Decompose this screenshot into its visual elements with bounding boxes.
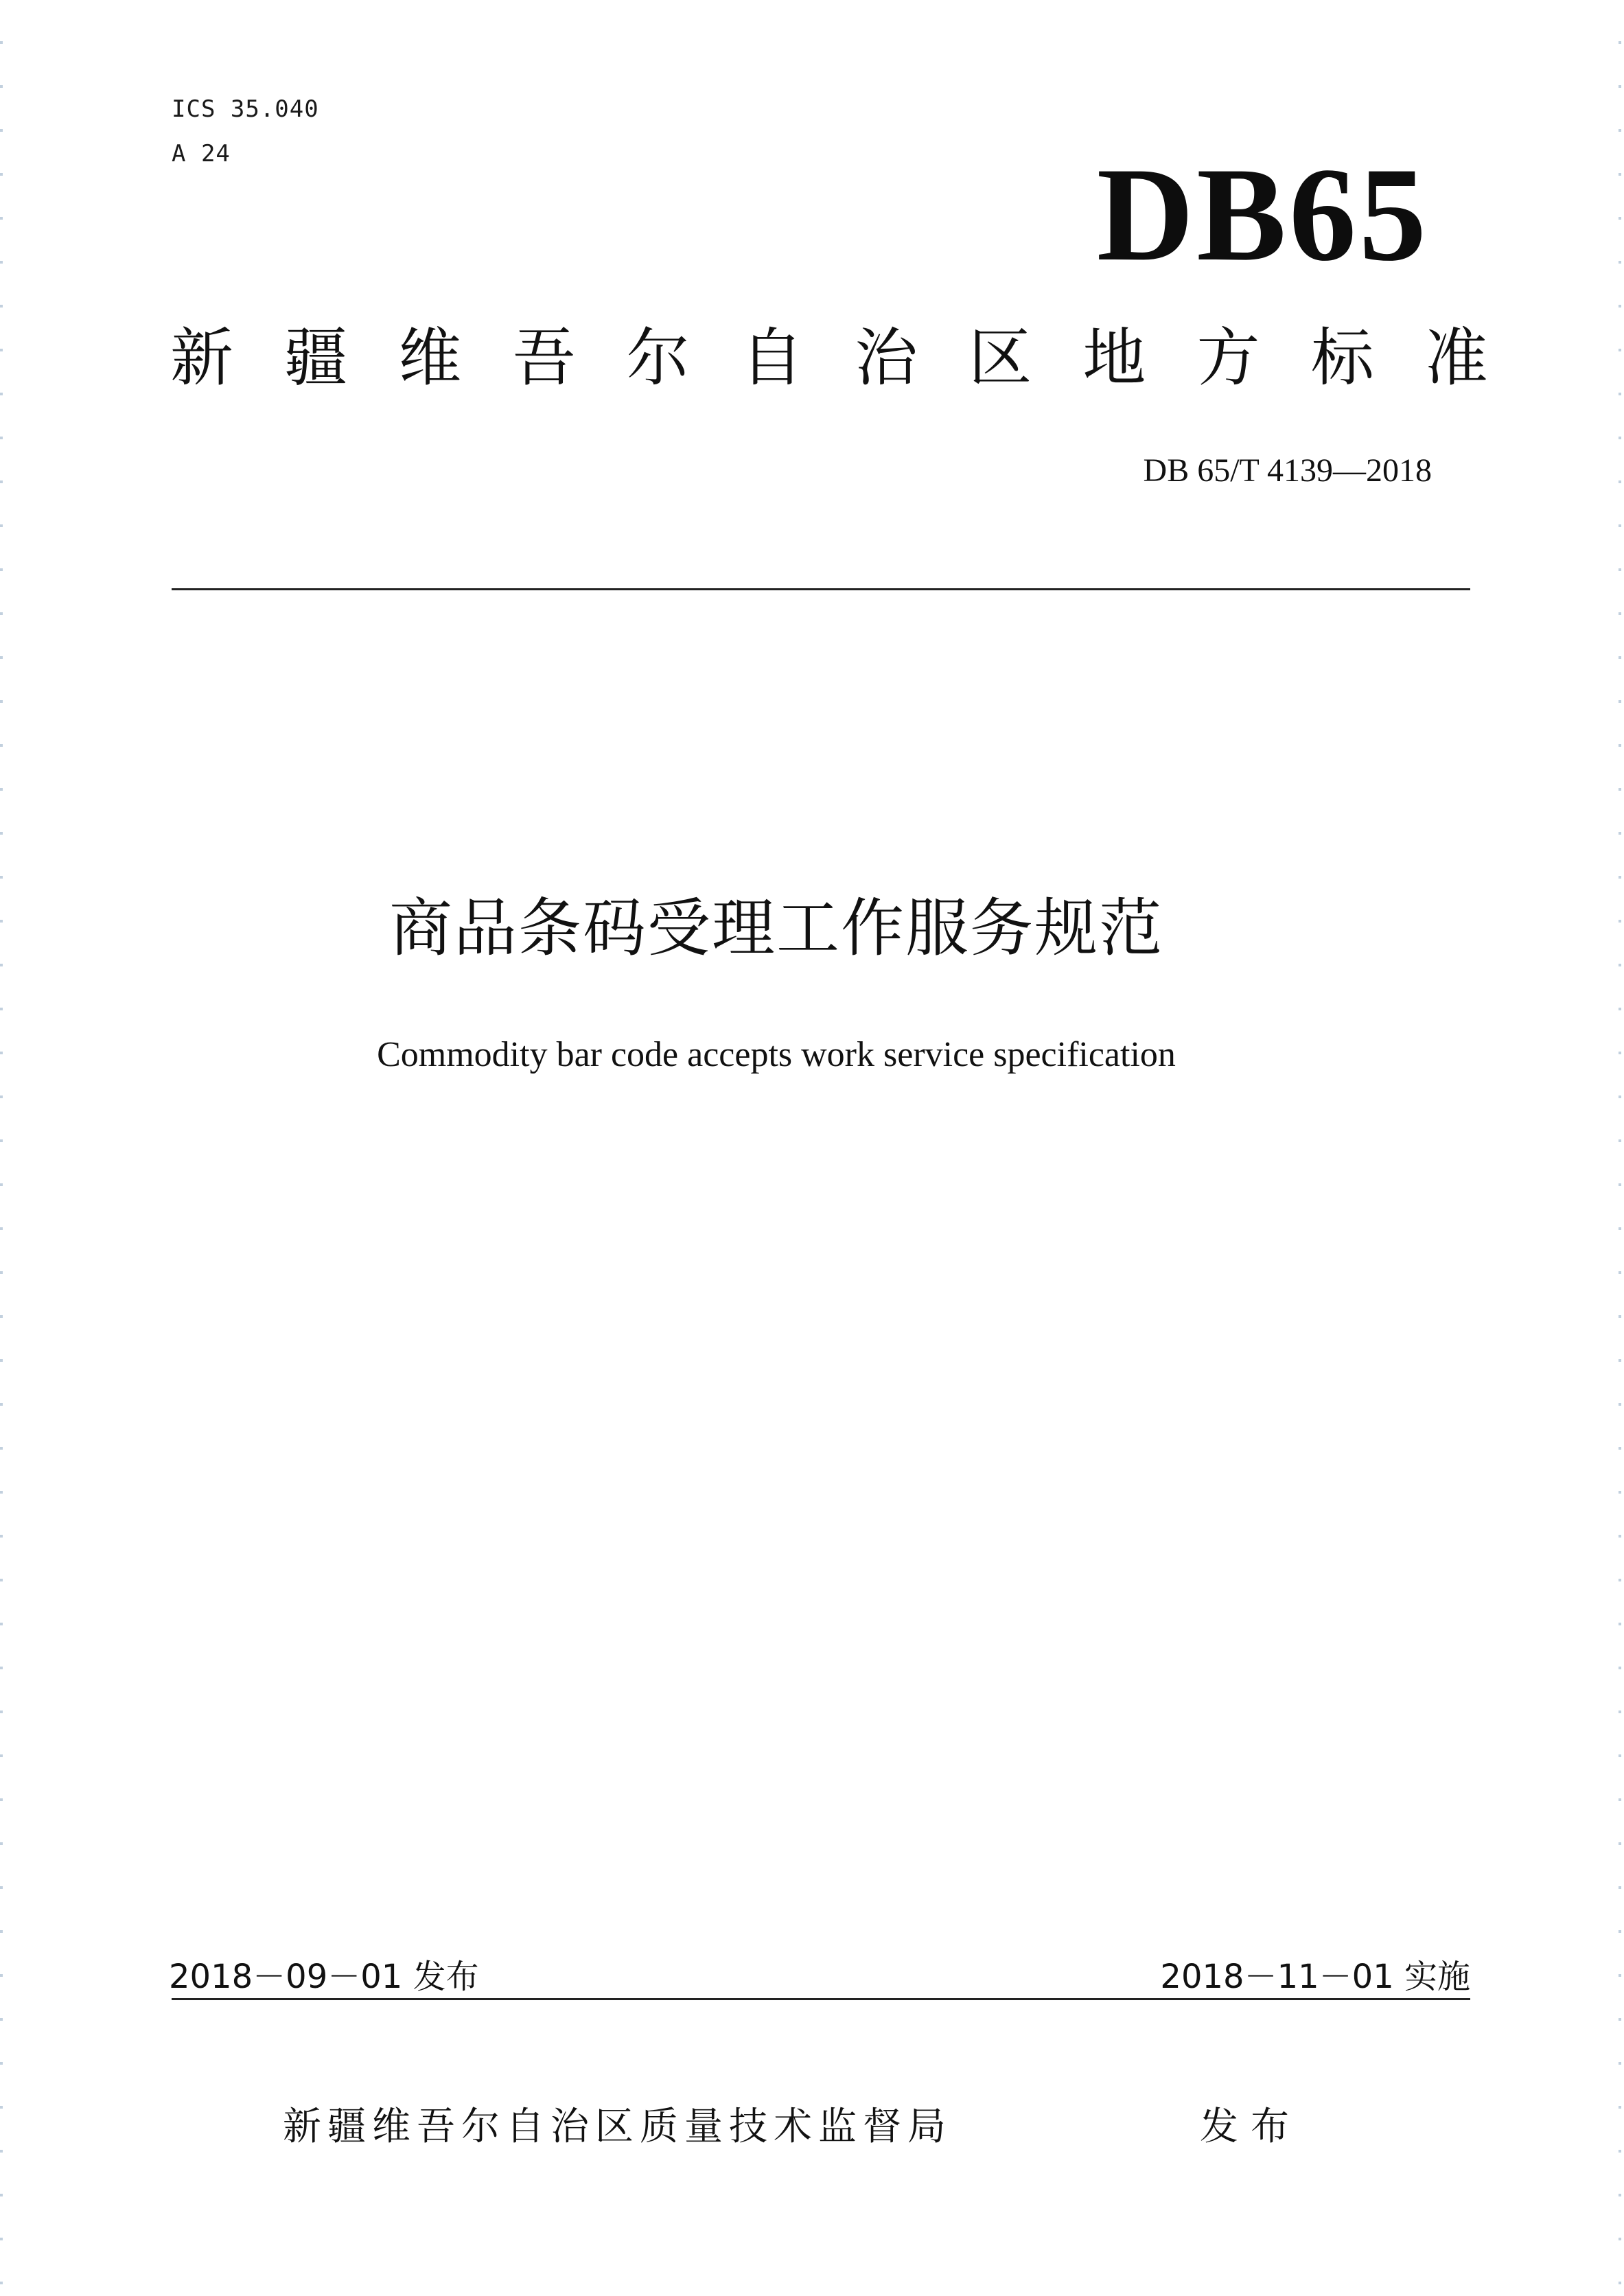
standard-type-char: 新 xyxy=(170,321,234,395)
document-title-cn: 商品条码受理工作服务规范 xyxy=(388,892,1163,965)
header-divider xyxy=(172,588,1470,590)
standard-type-char: 尔 xyxy=(626,321,690,395)
issue-date: 2018－09－01 发布 xyxy=(169,1958,479,1996)
standard-type-char: 维 xyxy=(398,321,462,395)
standard-type-char: 方 xyxy=(1196,321,1260,395)
standard-type-char: 疆 xyxy=(284,321,348,395)
standard-number: DB 65/T 4139—2018 xyxy=(1143,452,1432,489)
scan-edge-left xyxy=(0,0,3,2296)
standard-logo: DB65 xyxy=(1096,140,1429,289)
standard-type-char: 吾 xyxy=(512,321,576,395)
standard-type-char: 准 xyxy=(1424,321,1488,395)
standard-type-char: 治 xyxy=(855,321,918,395)
publish-label: 发布 xyxy=(1200,2104,1301,2149)
standard-type-char: 自 xyxy=(740,321,804,395)
ics-code: ICS 35.040 xyxy=(172,95,319,123)
standard-type-char: 区 xyxy=(968,321,1032,395)
footer-divider xyxy=(172,1998,1470,2000)
scan-edge-right xyxy=(1619,0,1621,2296)
document-title-en: Commodity bar code accepts work service specification xyxy=(377,1035,1176,1074)
publisher-name: 新疆维吾尔自治区质量技术监督局 xyxy=(283,2104,952,2149)
standard-type-char: 标 xyxy=(1310,321,1374,395)
standard-type-char: 地 xyxy=(1082,321,1146,395)
implementation-date: 2018－11－01 实施 xyxy=(1160,1958,1470,1996)
ccs-code: A 24 xyxy=(172,140,231,167)
standard-type-heading xyxy=(170,321,1488,395)
